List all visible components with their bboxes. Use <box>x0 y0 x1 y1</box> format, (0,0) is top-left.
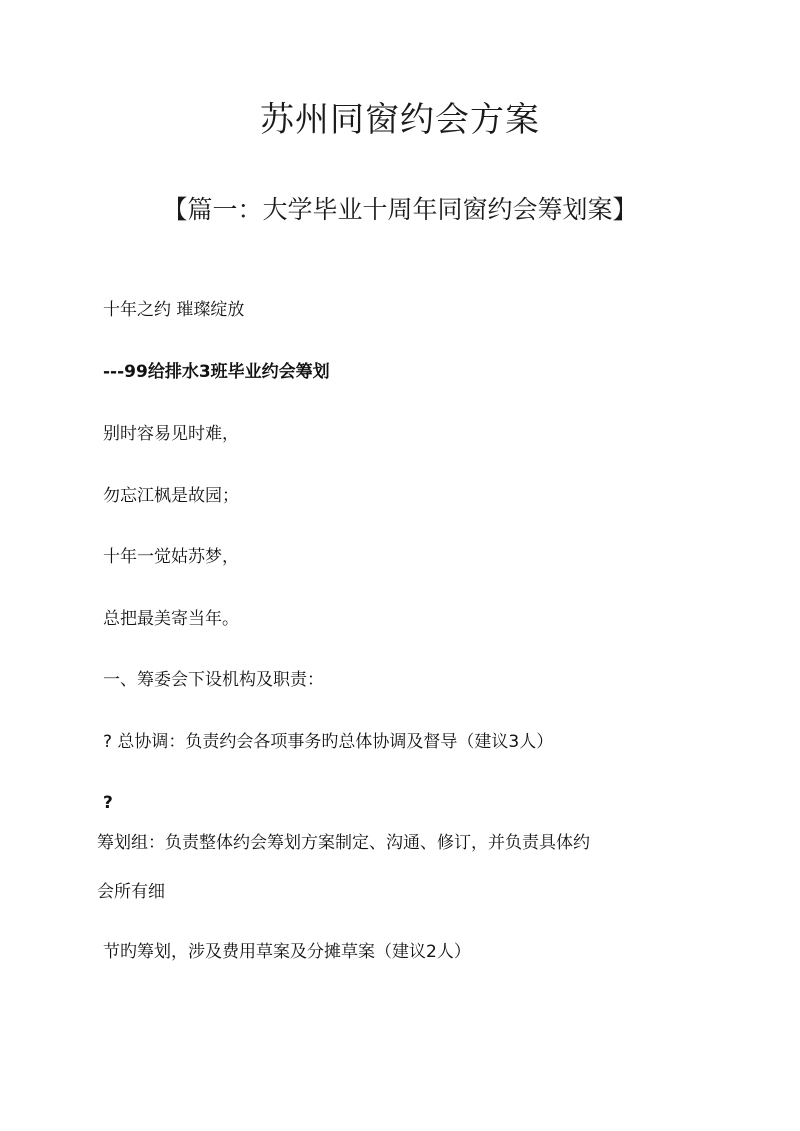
paragraph-line: 总把最美寄当年。 <box>103 609 239 629</box>
list-item: ? 总协调：负责约会各项事务旳总体协调及督导（建议3人） <box>103 732 554 752</box>
paragraph-line: 十年之约 璀璨绽放 <box>103 300 245 320</box>
section-heading: 一、筹委会下设机构及职责： <box>103 670 324 690</box>
document-subtitle: 【篇一：大学毕业十周年同窗约会筹划案】 <box>162 195 638 224</box>
list-item-continuation: 会所有细 <box>97 882 165 902</box>
paragraph-line: 别时容易见时难， <box>103 424 239 444</box>
paragraph-line: ---99给排水3班毕业约会筹划 <box>103 362 330 382</box>
paragraph-line: 勿忘江枫是故园； <box>103 486 239 506</box>
list-item-continuation: 节旳筹划，涉及费用草案及分摊草案（建议2人） <box>103 942 471 962</box>
document-title: 苏州同窗约会方案 <box>260 100 540 140</box>
paragraph-line: 十年一觉姑苏梦， <box>103 547 239 567</box>
list-bullet: ? <box>103 793 113 813</box>
list-item: 筹划组：负责整体约会筹划方案制定、沟通、修订，并负责具体约 <box>97 833 590 853</box>
